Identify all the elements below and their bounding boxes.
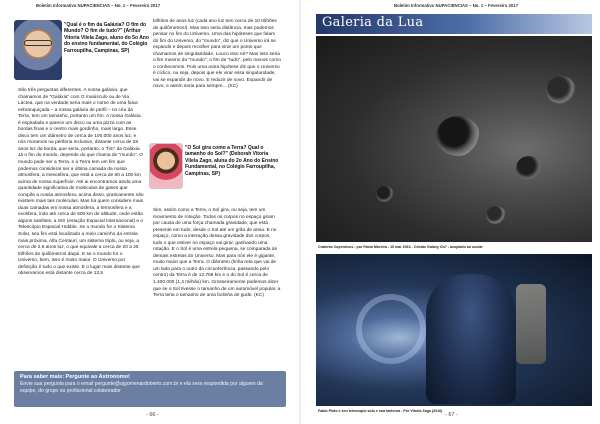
info-box [14,371,286,407]
moon-crater [516,156,542,180]
lantern [516,284,546,364]
right-running-head: Boletim Informativo NUPACIENCIAS – No. 1 – Fevereiro 2017 [394,3,519,8]
answer-1-column-left: São três perguntas diferentes. A nossa galáxia, que chamamos de "Galáxia" com G maiúsculo ou de Via Láctea, que na verdade seria mais o nome de uma faixa esbranquiçada – a nossa galáxia de perfil – no céu da Terra, tem um tamanho, portanto um fim. A nossa Galáxia é espiralada e parece um disco ou uma pizza com as bordas finas e o centro mais gordinho, mais largo. Esse disco tem um diâmetro de cerca de 100.000 anos luz, e nós moramos na periferia inclusive, distante cerca de 28 anos luz da borda, que seria, portanto, o "fim" da Galáxia. Já o fim do mundo, depende do que chama de "mundo". O mundo pode ser a Terra, e a Terra tem um fim que podemos considerar ser a última camada da nossa atmosfera, a mesosfera, que está a cerca de 80 a 100 km acima de nossa superfície. Até ai encontramos ainda uma quantidade significativa de moléculas de gases que compõe a nossa atmosfera, acima disso, praticamente não existem mais tais moléculas. Mas há quem considere mais duas camadas em nossa atmosfera, a termosfera e a exosfera, indo até cerca de 500 km de altitude, onde estão alguns satélites, a ISS (estação Espacial Internacional) e o Telescópio Espacial Hubble. Se o mundo for o Sistema Solar, seu fim está localizado a meio caminho da estrela mais próxima, Alfa Centauri, um sistema triplo, ou seja, a cerca de 2,5 anos luz, o que equivale a cerca de 20 a 25 trilhões de quilômetros daqui. E se o mundo for o Universo, bem, isso é muito maior. O Universo por definição é tudo o que existe. E o lugar mais distante que observamos está distante cerca de 13,5 [18,88,144,277]
glasses-icon [24,40,52,46]
telescope-photo [316,254,592,406]
boy-photo [14,20,62,80]
moon-crater [486,206,506,224]
moon-crater [436,116,480,156]
moon-crater-photo [316,36,592,242]
info-box-title: Para saber mais: Pergunte ao Astronomo! [20,374,130,380]
gallery-title: Galeria da Lua [322,15,424,30]
left-page-number: - 66 - [146,412,159,418]
moon-crater [546,76,576,104]
question-1: "Qual é o fim da Galáxia? O fim do Mundo? O fim de tudo?" (Arthur Vitoria Vilela Zago, aluno do 5o Ano do ensino fundamental, do Colégio Farroupilha, Campinas, SP) [64,22,149,54]
moon-photo-caption: Crateras Copernicus - por Fabio Moreira - 10 mar 2016 - Celular Galaxy On7 - acoplado ao ocular [318,245,483,249]
moon-crater [376,186,394,202]
book-spine [299,0,301,424]
telescope-photo-caption: Fabio Pinto e seu telescopio solo e sua lanterna - Por Vitoria Zago (2016) [318,409,443,413]
telescope-eyepiece [356,294,426,364]
info-box-text[interactable]: Envie sua pergunta para o email pergunte@ajgomenardoberto.com.br e ela sera respondida por alguem da equipe, do grupo ou profissional colaborador [20,381,263,394]
person-silhouette [426,274,516,404]
girl-photo [149,143,183,189]
left-running-head: Boletim Informativo NUPACIENCIAS – No. 1 – Fevereiro 2017 [36,3,161,8]
answer-2: Sim, assim como a Terra, o Sol gira, ou seja, tem um movimento de rotação. Todos os corpos no espaço giram por causa de uma força chamada gravidade, que está presente em tudo, desde o Sol até um grão de areia. E no espaço, como a interação dessa gravidade dos corpos, tudo o que estiver no espaço vai girar, ganhando uma rotação. E o Sol é uma estrela pequena, se comparada às demais estrelas do Universo. Mas para nós ele é gigante, muito maior que a Terra. O diâmetro (linha reta que vai de um lado para o outro da circunferência, passando pelo centro) da Terra é de 12.756 km e o do Sol é cerca de 1.400.000 (1,4 milhão) km. Grosseiramente podemos dizer que se o Sol tivesse o tamanho de um automóvel popular, a Terra teria o tamanho de uma bolinha de gude. (KC) [153,208,281,299]
question-2: "O Sol gira como a Terra? Qual o tamanho do Sol?" (Deborah Vitoria Vilela Zago, aluna do 2o Ano do Ensino Fundamental, no Colégio Farroupilha, Campinas, SP) [185,145,279,177]
right-page-number: - 67 - [445,412,458,418]
answer-1-column-right: bilhões de anos luz (cada ano luz tem cerca de 10 trilhões de quilômetros!). Mas isso seria distância, mas podemos pensar no fim do Universo. Uma das hipóteses que falam do fim do Universo, do "mundo", diz que o Universo irá se expandir e depois recolher para virar um ponto que chamamos de singularidade. Louco isso né? Mas isso seria o fim mesmo do "mundo", o fim de "tudo", pelo menos como o conhecemos. Pois uma outra hipótese diz que o Universo é cíclico, ou seja, depois que ele virar essa singularidade, vai se expandir de novo. E reduzir de novo. Expandir de novo, e assim seria para sempre... (KC) [153,19,281,90]
gallery-header [316,14,592,34]
